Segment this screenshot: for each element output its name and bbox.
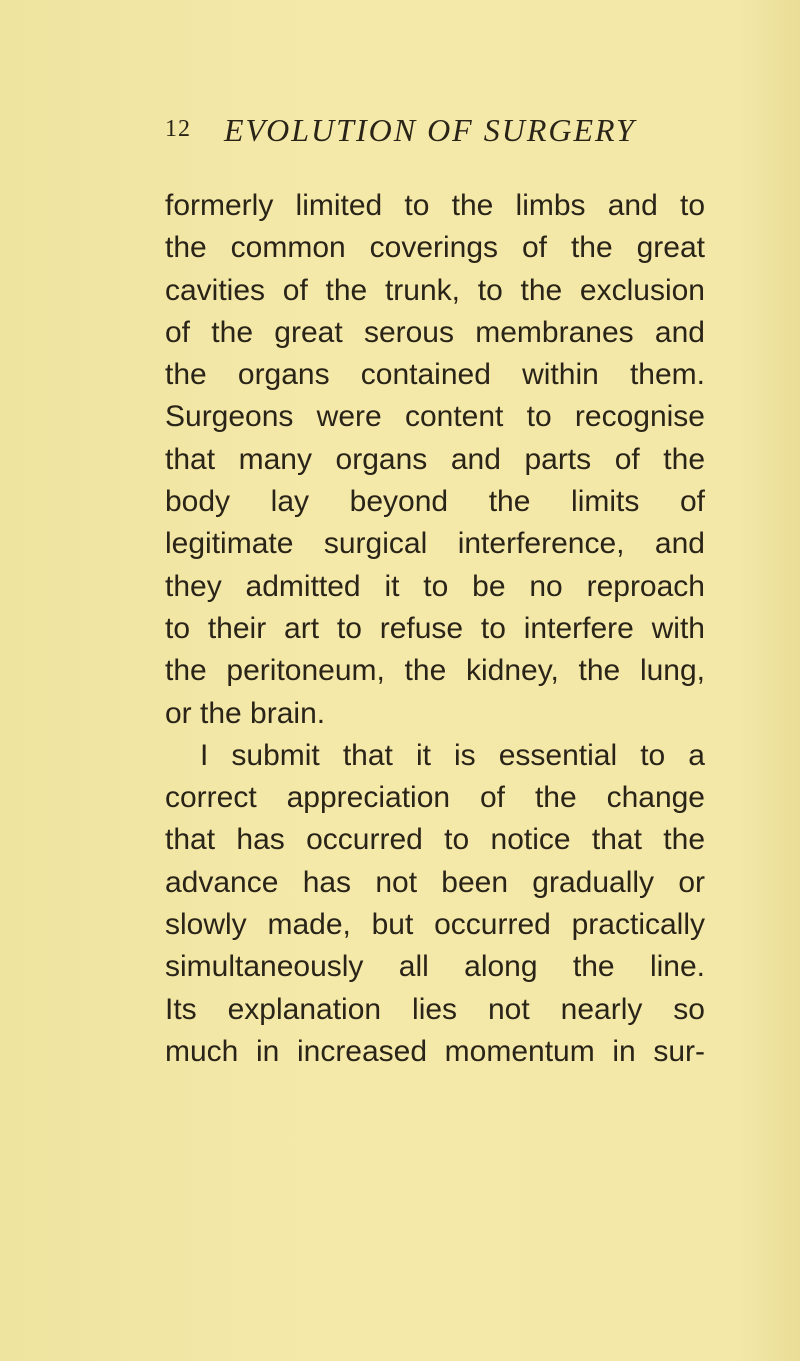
text-line: formerly limited to the limbs and to [165, 189, 705, 222]
body-text [165, 185, 705, 1073]
text-line: much in increased momentum in sur- [165, 1034, 705, 1068]
text-line: Surgeons were content to recognise [165, 400, 705, 434]
text-line: the common coverings of the great [165, 231, 705, 265]
text-line: they admitted it to be no reproach [165, 569, 705, 603]
text-line: legitimate surgical interference, and [165, 527, 705, 561]
running-head [165, 112, 725, 152]
text-line: Its explanation lies not nearly so [165, 992, 705, 1026]
text-line: the organs contained within them. [165, 358, 705, 392]
text-line: of the great serous membranes and [165, 315, 705, 349]
text-line: cavities of the trunk, to the exclusion [165, 273, 705, 307]
text-line: body lay beyond the limits of [165, 485, 705, 519]
text-line: or the brain. [165, 696, 326, 730]
page-number: 12 [165, 116, 191, 142]
text-line: to their art to refuse to interfere with [165, 611, 705, 645]
text-line: that many organs and parts of the [165, 442, 705, 476]
text-line: I submit that it is essential to a [200, 738, 705, 772]
text-line: that has occurred to notice that the [165, 823, 705, 857]
text-line: the peritoneum, the kidney, the lung, [165, 654, 705, 688]
running-title: EVOLUTION OF SURGERY [224, 112, 636, 148]
text-line: simultaneously all along the line. [165, 950, 705, 984]
text-line: advance has not been gradually or [165, 865, 705, 899]
text-line: correct appreciation of the change [165, 781, 705, 815]
text-line: slowly made, but occurred practically [165, 908, 705, 942]
